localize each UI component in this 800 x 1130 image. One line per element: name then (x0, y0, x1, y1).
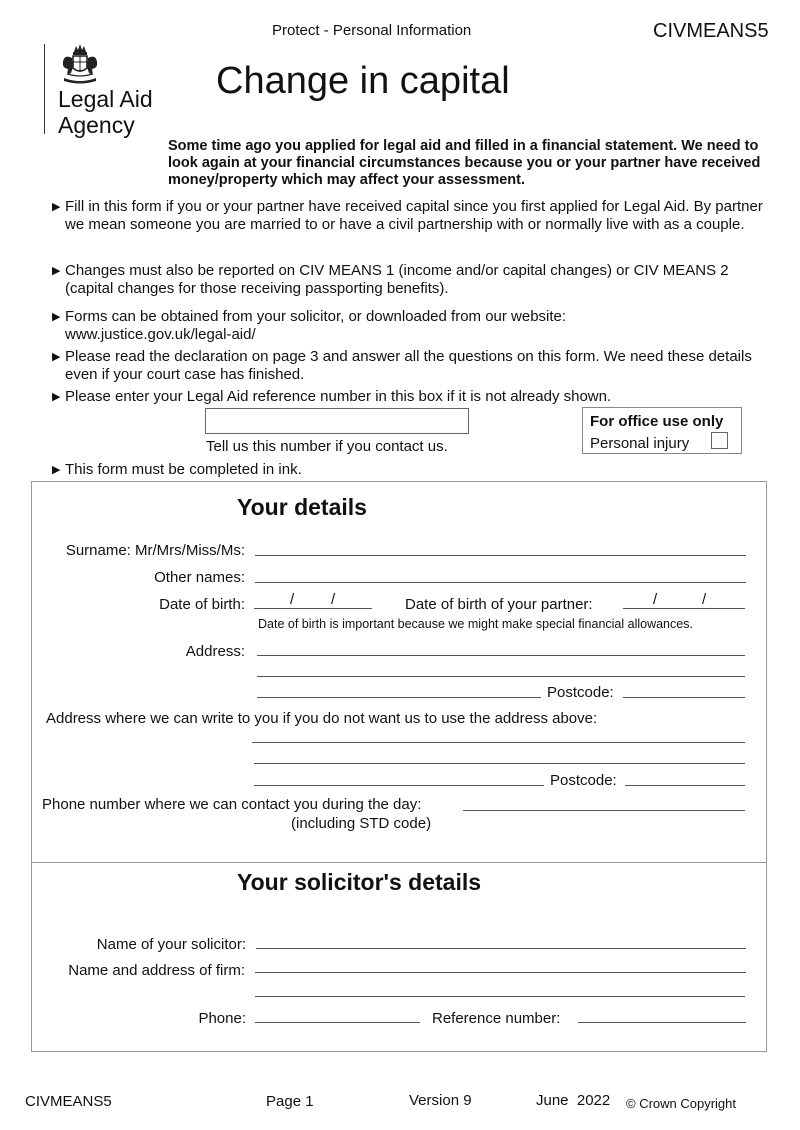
website-url[interactable] (52, 326, 772, 344)
other-names-label: Other names: (154, 569, 245, 586)
date-separator: / (331, 591, 336, 608)
instruction-text: Please read the declaration on page 3 and answer all the questions on this form. We need these details even if your court case has finished. (65, 348, 752, 383)
firm-line-2[interactable] (255, 996, 745, 997)
alt-address-label: Address where we can write to you if you do not want us to use the address above: (46, 710, 598, 727)
solicitor-reference-field[interactable] (578, 1022, 746, 1023)
agency-name-line1: Legal Aid (58, 86, 153, 112)
instruction-text: This form must be completed in ink. (65, 461, 302, 478)
alt-address-line-2[interactable] (254, 763, 745, 764)
phone-note: (including STD code) (291, 815, 432, 832)
instruction-bullet (52, 348, 772, 384)
personal-injury-label: Personal injury (590, 435, 690, 452)
date-separator: / (653, 591, 658, 608)
instruction-text: Changes must also be reported on CIV MEANS 1 (income and/or capital changes) or CIV MEANS 2 (capital changes for those receiving passporting benefits). (65, 262, 729, 297)
intro-text: Some time ago you applied for legal aid and filled in a financial statement. We need to look again at your financial circumstances because you or your partner have received money/property which may affect your assessment. (168, 138, 761, 188)
website-link[interactable]: www.justice.gov.uk/legal-aid/ (65, 326, 256, 343)
footer-form-code: CIVMEANS5 (25, 1093, 112, 1110)
section-heading: Your details (237, 494, 367, 520)
instruction-text: Forms can be obtained from your solicitor, or downloaded from our website: (65, 308, 567, 325)
triangle-right-icon: ▶ (52, 311, 61, 323)
solicitor-phone-field[interactable] (255, 1022, 420, 1023)
instruction-bullet (52, 388, 772, 406)
address-label: Address: (185, 643, 245, 660)
firm-label: Name and address of firm: (68, 962, 245, 979)
dob-field[interactable] (254, 608, 372, 609)
instruction-bullet (52, 308, 772, 326)
instruction-text: Please enter your Legal Aid reference number in this box if it is not already shown. (65, 388, 612, 405)
dob-label: Date of birth: (159, 596, 245, 613)
form-code: CIVMEANS5 (653, 20, 769, 42)
instruction-text: Fill in this form if you or your partner have received capital since you first applied for Legal Aid. By partner we mean someone you are married to or have a civil partnership with or normally live with as a couple. (65, 198, 763, 233)
alt-address-line-3[interactable] (254, 785, 544, 786)
address-line-3[interactable] (257, 697, 541, 698)
logo-divider (44, 44, 45, 134)
section-heading: Your solicitor's details (237, 869, 482, 895)
postcode-field[interactable] (623, 697, 745, 698)
partner-dob-field[interactable] (623, 608, 745, 609)
solicitor-name-label: Name of your solicitor: (96, 936, 246, 953)
date-separator: / (290, 591, 295, 608)
surname-field[interactable] (255, 555, 746, 556)
instruction-bullet (52, 198, 772, 234)
footer-version: Version 9 (409, 1092, 472, 1109)
triangle-right-icon: ▶ (52, 201, 61, 213)
other-names-field[interactable] (255, 582, 746, 583)
postcode-label: Postcode: (547, 684, 614, 701)
reference-caption: Tell us this number if you contact us. (206, 438, 448, 455)
page-title: Change in capital (216, 60, 510, 102)
partner-dob-label: Date of birth of your partner: (405, 596, 593, 613)
dob-note: Date of birth is important because we might make special financial allowances. (258, 617, 693, 631)
alt-postcode-field[interactable] (625, 785, 745, 786)
phone-field[interactable] (463, 810, 745, 811)
address-line-1[interactable] (257, 655, 745, 656)
solicitor-reference-label: Reference number: (432, 1010, 561, 1027)
triangle-right-icon: ▶ (52, 265, 61, 277)
alt-postcode-label: Postcode: (550, 772, 617, 789)
office-use-title: For office use only (590, 413, 724, 430)
footer-page: Page 1 (266, 1093, 314, 1110)
alt-address-line-1[interactable] (252, 742, 745, 743)
phone-label: Phone number where we can contact you during the day: (42, 796, 422, 813)
triangle-right-icon: ▶ (52, 351, 61, 363)
date-separator: / (702, 591, 707, 608)
personal-injury-checkbox[interactable] (711, 432, 728, 449)
footer-date: June 2022 (536, 1092, 611, 1109)
solicitor-phone-label: Phone: (198, 1010, 246, 1027)
agency-name-line2: Agency (58, 112, 135, 138)
firm-line-1[interactable] (255, 972, 746, 973)
protection-marking: Protect - Personal Information (272, 22, 472, 39)
footer-copyright: © Crown Copyright (626, 1096, 737, 1111)
instruction-bullet (52, 461, 772, 479)
reference-number-field[interactable] (205, 408, 469, 434)
surname-label: Surname: Mr/Mrs/Miss/Ms: (65, 542, 245, 559)
instruction-bullet (52, 262, 772, 298)
triangle-right-icon: ▶ (52, 391, 61, 403)
triangle-right-icon: ▶ (52, 464, 61, 476)
solicitor-name-field[interactable] (256, 948, 746, 949)
royal-crest-icon (58, 42, 102, 84)
address-line-2[interactable] (257, 676, 745, 677)
